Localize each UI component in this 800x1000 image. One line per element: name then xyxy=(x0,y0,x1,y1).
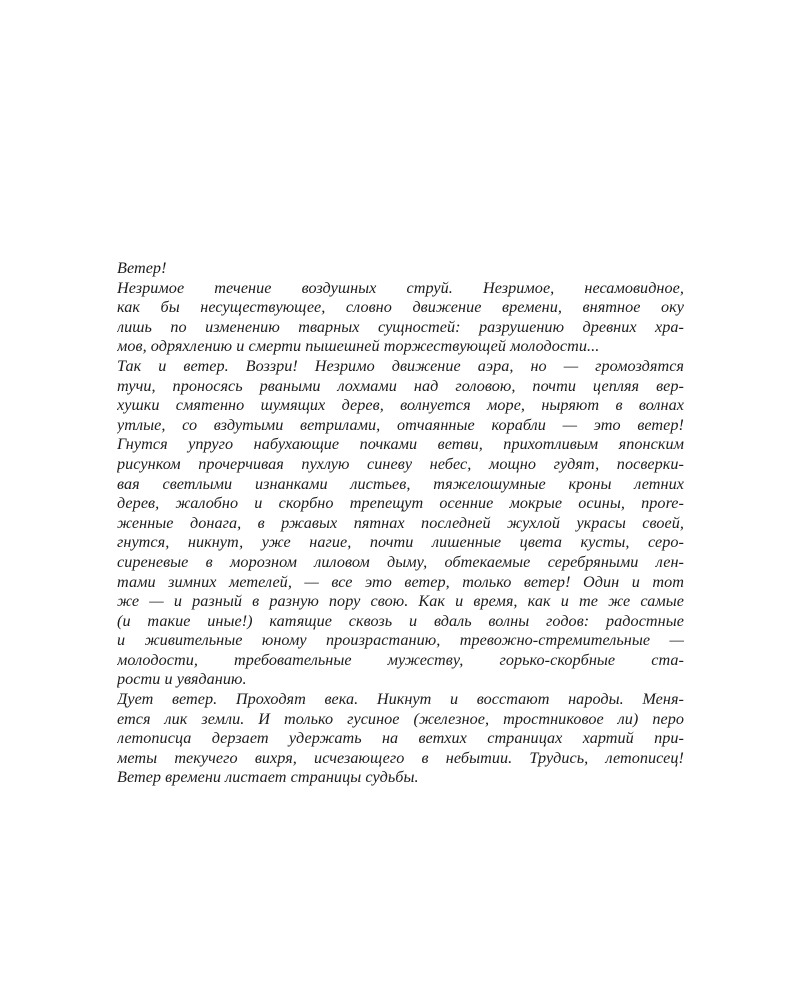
text-line: Так и ветер. Воззри! Незримо движение аэра, но — громоздятся xyxy=(117,356,684,375)
text-line: вая светлыми изнанками листьев, тяжелошумные кроны летних xyxy=(117,474,684,493)
paragraph xyxy=(117,259,684,279)
text-line: лишь по изменению тварных сущностей: разрушению древних хра- xyxy=(117,317,684,336)
text-line: женные донага, в ржавых пятнах последней жухлой украсы своей, xyxy=(117,513,684,532)
paragraph xyxy=(117,690,684,788)
paragraph xyxy=(117,279,684,357)
text-line: тами зимних метелей, — все это ветер, только ветер! Один и тот xyxy=(117,572,684,591)
text-line: мов, одряхлению и смерти пышешней торжествующей молодости... xyxy=(117,337,600,356)
text-line: сиреневые в морозном лиловом дыму, обтекаемые серебряными лен- xyxy=(117,552,684,571)
text-line: ется лик земли. И только гусиное (железное, тростниковое ли) перо xyxy=(117,709,684,728)
text-line: Гнутся упруго набухающие почками ветви, прихотливым японским xyxy=(117,435,684,454)
text-line: (и такие иные!) катящие сквозь и вдаль волны годов: радостные xyxy=(117,611,684,630)
text-line: тучи, проносясь рваными лохмами над головою, почти цепляя вер- xyxy=(117,376,684,395)
text-line: как бы несуществующее, словно движение времени, внятное оку xyxy=(117,298,684,317)
text-line: летописца дерзает удержать на ветхих страницах хартий при- xyxy=(117,729,684,748)
text-line: Незримое течение воздушных струй. Незримое, несамовидное, xyxy=(117,278,684,297)
text-line: дерев, жалобно и скорбно трепещут осенние мокрые осины, прore- xyxy=(117,494,684,513)
paragraph xyxy=(117,357,684,690)
text-line: и живительные юному произрастанию, тревожно-стремительные — xyxy=(117,631,684,650)
text-line: рисунком прочерчивая пухлую синеву небес, мощно гудят, посверки- xyxy=(117,454,684,473)
text-line: рости и увяданию. xyxy=(117,670,247,689)
text-line: Дует ветер. Проходят века. Никнут и восстают народы. Меня- xyxy=(117,690,684,709)
text-line: хушки смятенно шумящих дерев, волнуется море, ныряют в волнах xyxy=(117,396,684,415)
text-line: утлые, со вздутыми ветрилами, отчаянные корабли — это ветер! xyxy=(117,415,684,434)
text-line: Ветер! xyxy=(117,259,167,277)
text-line: гнутся, никнут, уже нагие, почти лишенные цвета кусты, серо- xyxy=(117,533,684,552)
text-line: Ветер времени листает страницы судьбы. xyxy=(117,768,419,787)
text-line: же — и разный в разную пору свою. Как и время, как и те же самые xyxy=(117,592,684,611)
body-text xyxy=(117,259,684,788)
text-line: молодости, требовательные мужеству, горько-скорбные ста- xyxy=(117,650,684,669)
text-line: меты текучего вихря, исчезающего в небытии. Трудись, летописец! xyxy=(117,748,684,767)
